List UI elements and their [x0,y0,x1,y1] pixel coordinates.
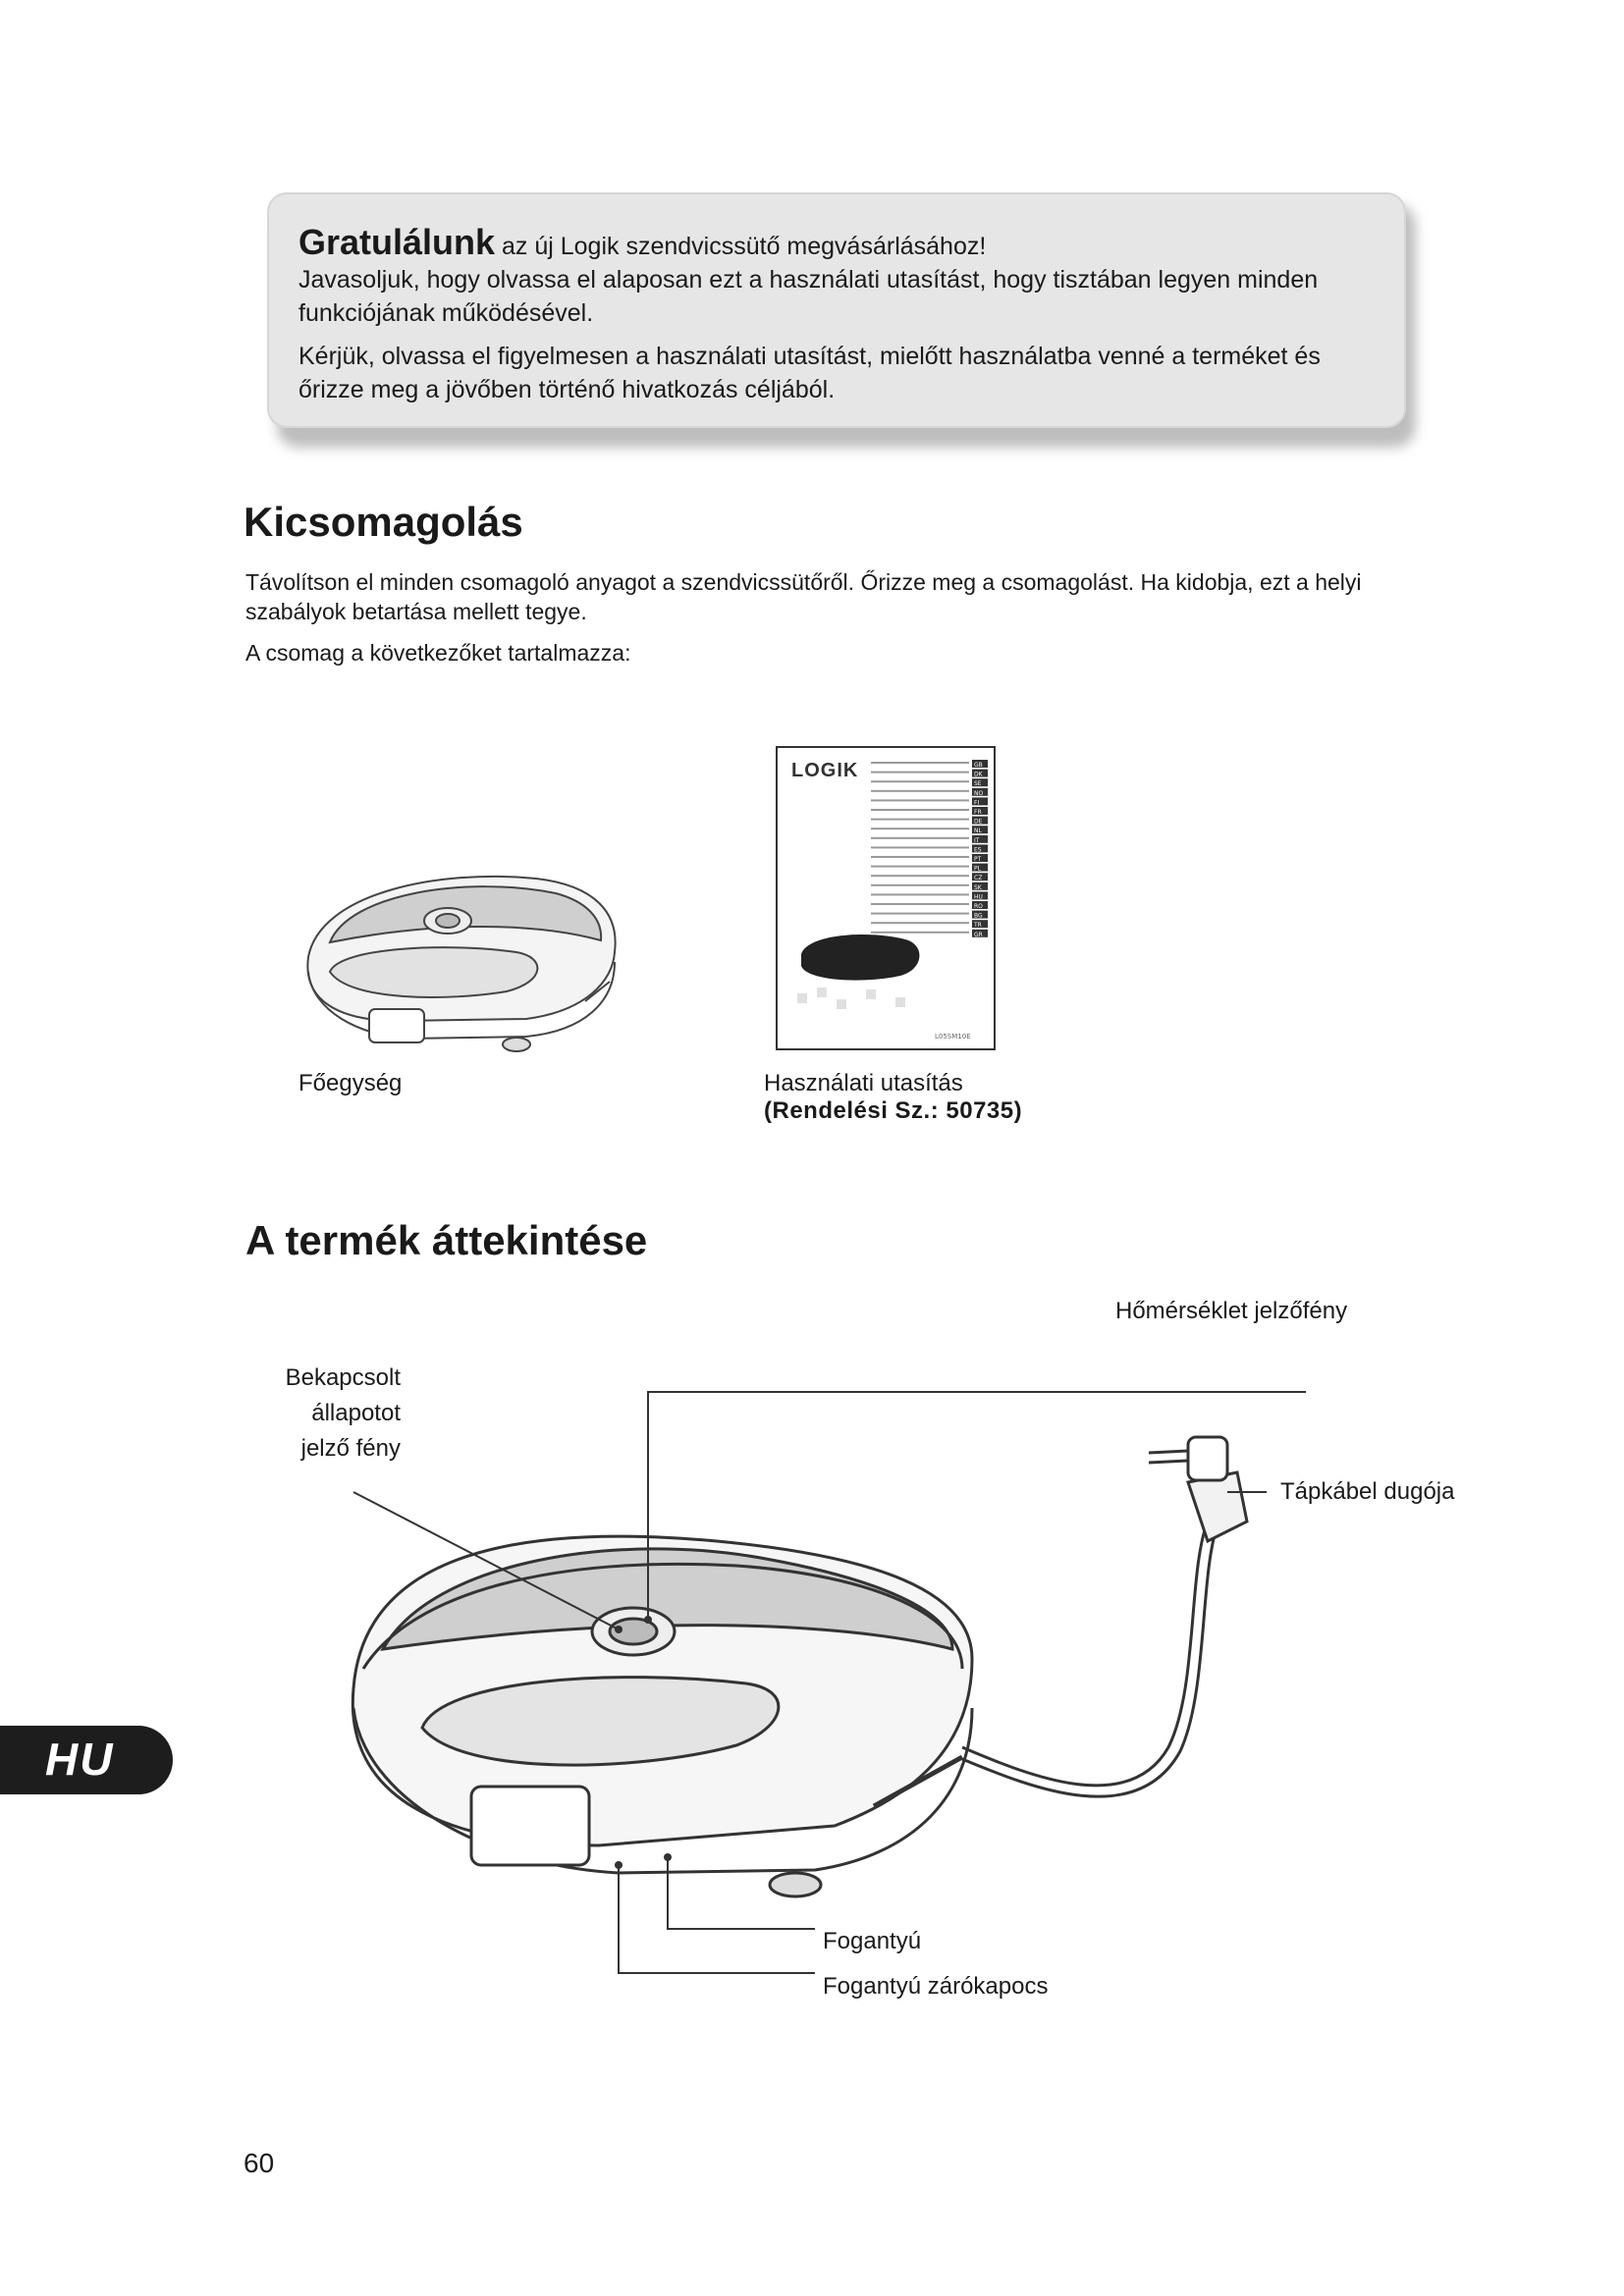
manual-tab-label: RO [974,903,983,910]
manual-tab-label: CZ [974,875,983,882]
manual-tab-line [871,790,969,792]
manual-tab-line [871,884,969,886]
manual-tab-label: PT [974,856,982,863]
manual-model: L05SM10E [935,1033,971,1041]
main-unit-caption: Főegység [298,1070,403,1096]
manual-tab-line [871,893,969,895]
manual-tab-label: DK [974,771,983,778]
manual-tab-line [871,903,969,905]
manual-tab-label: NL [974,828,982,835]
label-handle-latch: Fogantyú zárókapocs [823,1973,1049,2000]
manual-tab-line [871,762,969,764]
manual-tab-label: SK [974,883,982,891]
unpacking-heading: Kicsomagolás [244,499,523,545]
manual-brand: LOGIK [791,760,859,781]
label-temperature-light: Hőmérséklet jelzőfény [1115,1298,1348,1324]
manual-tab-line [871,819,969,821]
manual-tab-label: IT [974,836,980,844]
main-unit-illustration [291,864,624,1060]
language-tab-label: HU [45,1734,115,1785]
page-number: 60 [244,2148,275,2178]
intro-text [298,222,1379,406]
manual-tab-line [871,866,969,868]
manual-tab-line [871,837,969,839]
manual-tab-line [871,846,969,848]
manual-tab-line [871,828,969,829]
manual-caption: Használati utasítás [764,1070,963,1096]
intro-line-2: Javasoljuk, hogy olvassa el alaposan ezt a használati utasítást, hogy tisztában legyen minden funkciójának működésével. [298,266,1319,327]
intro-lead: Gratulálunk [298,222,496,262]
manual-tab-line [871,913,969,915]
manual-tab-line [871,856,969,858]
manual-tab-line [871,772,969,774]
manual-tab-label: FR [974,809,982,816]
manual-tab-label: BG [974,912,983,920]
manual-tab-label: ES [974,846,982,854]
manual-tab-label: SE [974,780,982,788]
manual-tab-line [871,932,969,934]
manual-tab-line [871,799,969,801]
manual-tab-label: PL [974,865,981,873]
manual-tab-line [871,875,969,877]
label-power-light-line-2: állapotot [311,1400,401,1426]
manual-booklet [776,746,996,1050]
manual-tab-label: DE [974,818,983,826]
manual-order-number: (Rendelési Sz.: 50735) [764,1097,1023,1124]
manual-tab-line [871,780,969,782]
manual-tab-label: NO [974,789,984,797]
product-diagram [324,1335,1483,2002]
intro-line-3: Kérjük, olvassa el figyelmesen a használati utasítást, mielőtt használatba venné a terméket és őrizze meg a jövőben történő hivatkozás céljából. [298,343,1321,403]
contents-intro: A csomag a következőket tartalmazza: [245,640,631,666]
manual-tab-label: HU [974,893,983,901]
manual-tab-label: FI [974,799,980,807]
label-power-plug: Tápkábel dugója [1280,1478,1455,1505]
label-power-light [279,1361,401,1467]
manual-tab-label: GB [974,762,983,769]
intro-lead-rest: az új Logik szendvicssütő megvásárlásához! [495,233,987,260]
manual-cover-graphic [778,748,994,1048]
manual-tab-line [871,922,969,924]
overview-heading: A termék áttekintése [245,1217,648,1263]
label-power-light-line-1: Bekapcsolt [285,1364,401,1391]
label-handle: Fogantyú [823,1928,922,1954]
manual-tab-line [871,809,969,811]
manual-tab-label: TR [974,922,982,930]
manual-tab-label: GR [974,931,983,938]
label-power-light-line-3: jelző fény [300,1435,401,1462]
unpacking-paragraph: Távolítson el minden csomagoló anyagot a szendvicssütőről. Őrizze meg a csomagolást. Ha kidobja, ezt a helyi szabályok betartása mellett tegye. [245,569,1362,624]
